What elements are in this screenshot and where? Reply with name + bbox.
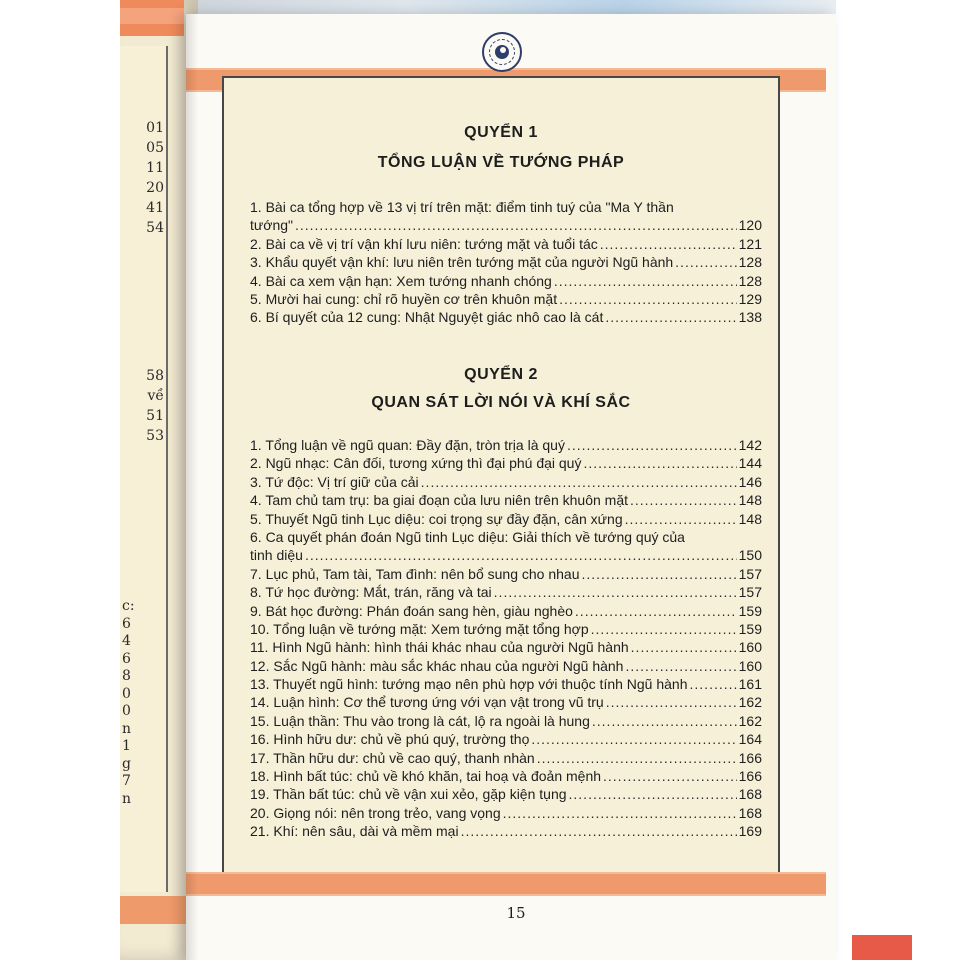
previous-page-fragment: 51 bbox=[146, 408, 164, 424]
toc-entry-title: 3. Tứ độc: Vị trí giữ của cải bbox=[250, 473, 419, 490]
toc-leader-dots bbox=[690, 675, 737, 693]
toc-entry-title: 14. Luận hình: Cơ thể tương ứng với vạn vật trong vũ trụ bbox=[250, 694, 604, 711]
toc-entry[interactable] bbox=[250, 290, 762, 308]
toc-leader-dots bbox=[600, 235, 737, 253]
toc-leader-dots bbox=[569, 785, 737, 803]
toc-entry-title: 2. Ngũ nhạc: Cân đối, tương xứng thì đại phú đại quý bbox=[250, 455, 582, 472]
toc-entry-page: 159 bbox=[738, 602, 762, 619]
toc-entry-title: 16. Hình hữu dư: chủ về phú quý, trường thọ bbox=[250, 731, 530, 748]
previous-page-fragment: c: bbox=[122, 598, 135, 614]
background-red-object bbox=[852, 935, 912, 960]
toc-leader-dots bbox=[582, 565, 737, 583]
toc-entry-title: 11. Hình Ngũ hành: hình thái khác nhau của người Ngũ hành bbox=[250, 639, 629, 656]
toc-entry[interactable] bbox=[250, 657, 762, 675]
previous-page-numbers-top bbox=[120, 118, 164, 238]
toc-leader-dots bbox=[531, 730, 736, 748]
previous-page-fragment: 1 bbox=[122, 738, 131, 754]
previous-page-fragment: 4 bbox=[122, 633, 131, 649]
toc-entry-page: 159 bbox=[738, 620, 762, 637]
toc-leader-dots bbox=[567, 436, 737, 454]
toc-entry-title: 15. Luận thần: Thu vào trong là cát, lộ ra ngoài là hung bbox=[250, 712, 590, 729]
previous-page-top-band-stripe bbox=[120, 8, 184, 24]
toc-entry-title: 19. Thần bất túc: chủ về vận xui xẻo, gặp kiện tụng bbox=[250, 786, 567, 803]
previous-page-fragment: 58 bbox=[146, 368, 164, 384]
toc-entry-title: tinh diệu bbox=[250, 547, 303, 564]
volume-1-title: TỔNG LUẬN VỀ TƯỚNG PHÁP bbox=[377, 154, 625, 171]
toc-entry-page: 150 bbox=[738, 547, 762, 564]
toc-entry-title: 4. Bài ca xem vận hạn: Xem tướng nhanh chóng bbox=[250, 272, 552, 289]
toc-entry-page: 128 bbox=[738, 272, 762, 289]
toc-entry-page: 129 bbox=[738, 290, 762, 307]
contents-frame bbox=[222, 76, 780, 878]
previous-page-fragment: 11 bbox=[146, 160, 164, 176]
previous-page-fragment: 8 bbox=[122, 668, 131, 684]
previous-page-bottom-band bbox=[120, 896, 190, 924]
toc-entry-page: 161 bbox=[738, 676, 762, 693]
previous-page-fragment: 7 bbox=[122, 773, 131, 789]
toc-entry-page: 166 bbox=[738, 749, 762, 766]
toc-entry[interactable] bbox=[250, 785, 762, 803]
toc-entry[interactable] bbox=[250, 693, 762, 711]
toc-entry-page: 128 bbox=[738, 254, 762, 271]
toc-entry[interactable] bbox=[250, 712, 762, 730]
volume-2-title: QUAN SÁT LỜI NÓI VÀ KHÍ SẮC bbox=[371, 394, 631, 411]
toc-entry-title: 5. Mười hai cung: chỉ rõ huyền cơ trên khuôn mặt bbox=[250, 290, 558, 307]
previous-page-fragment: về bbox=[147, 388, 164, 404]
toc-entry-title: tướng" bbox=[250, 217, 293, 234]
toc-entry-page: 120 bbox=[738, 217, 762, 234]
toc-entry-page: 146 bbox=[738, 473, 762, 490]
logo-core-dot bbox=[500, 47, 506, 53]
toc-leader-dots bbox=[625, 510, 737, 528]
bottom-decorative-band bbox=[186, 872, 826, 896]
toc-leader-dots bbox=[625, 657, 736, 675]
gutter-shadow bbox=[186, 14, 198, 960]
previous-page-fragments-bottom bbox=[120, 598, 144, 808]
toc-entry-title: 12. Sắc Ngũ hành: màu sắc khác nhau của người Ngũ hành bbox=[250, 657, 624, 674]
toc-leader-dots bbox=[583, 454, 736, 472]
toc-entry[interactable] bbox=[250, 235, 762, 253]
toc-entry[interactable] bbox=[250, 730, 762, 748]
toc-entry-page: 138 bbox=[738, 309, 762, 326]
toc-entry[interactable] bbox=[250, 638, 762, 656]
previous-page-fragment: n bbox=[122, 790, 132, 807]
previous-page-fragment: 54 bbox=[146, 220, 164, 236]
toc-entry-page: 164 bbox=[738, 731, 762, 748]
toc-entry-title: 21. Khí: nên sâu, dài và mềm mại bbox=[250, 823, 459, 840]
toc-entry[interactable] bbox=[250, 767, 762, 785]
toc-leader-dots bbox=[575, 602, 737, 620]
toc-leader-dots bbox=[554, 272, 737, 290]
toc-leader-dots bbox=[675, 253, 736, 271]
toc-entry-title: 4. Tam chủ tam trụ: ba giai đoạn của lưu niên trên khuôn mặt bbox=[250, 492, 628, 509]
toc-leader-dots bbox=[631, 638, 737, 656]
toc-entry[interactable] bbox=[250, 620, 762, 638]
toc-entry-page: 142 bbox=[738, 437, 762, 453]
previous-page-fragment: 20 bbox=[146, 180, 164, 196]
volume-2-entries bbox=[250, 436, 762, 841]
previous-page-fragment: g bbox=[122, 755, 131, 772]
toc-entry-title: 6. Bí quyết của 12 cung: Nhật Nguyệt giác nhô cao là cát bbox=[250, 309, 604, 326]
publisher-logo-icon bbox=[482, 32, 522, 72]
toc-entry-title: 18. Hình bất túc: chủ về khó khăn, tai hoạ và đoản mệnh bbox=[250, 768, 602, 785]
toc-leader-dots bbox=[605, 308, 736, 326]
toc-entry-page: 157 bbox=[738, 584, 762, 601]
previous-page-fragment: 0 bbox=[122, 685, 131, 702]
toc-entry-page: 121 bbox=[738, 235, 762, 252]
toc-entry[interactable] bbox=[250, 436, 762, 454]
toc-entry-page: 160 bbox=[738, 639, 762, 656]
toc-entry[interactable] bbox=[250, 749, 762, 767]
toc-entry-line1: 6. Ca quyết phán đoán Ngũ tinh Lục diệu: Giải thích về tướng quý của bbox=[250, 528, 685, 545]
previous-page-fragment: 53 bbox=[146, 428, 164, 444]
toc-leader-dots bbox=[494, 583, 737, 601]
toc-entry-title: 20. Giọng nói: nên trong trẻo, vang vọng bbox=[250, 804, 501, 821]
previous-page-fragment: 6 bbox=[122, 650, 131, 667]
toc-leader-dots bbox=[537, 749, 737, 767]
toc-entry-title: 5. Thuyết Ngũ tinh Lục diệu: coi trọng sự đầy đặn, cân xứng bbox=[250, 510, 623, 527]
toc-entry[interactable] bbox=[250, 565, 762, 583]
toc-entry-title: 10. Tổng luận về tướng mặt: Xem tướng mặt tổng hợp bbox=[250, 620, 589, 637]
volume-2-label: QUYỂN 2 bbox=[464, 366, 538, 383]
toc-entry-line1: 1. Bài ca tổng hợp về 13 vị trí trên mặt: điểm tinh tuý của "Ma Y thần bbox=[250, 199, 674, 215]
volume-1-label: QUYỂN 1 bbox=[464, 124, 538, 141]
toc-entry-page: 162 bbox=[738, 694, 762, 711]
page-number: 15 bbox=[506, 904, 526, 922]
table-of-contents-page bbox=[186, 14, 836, 960]
previous-page-numbers-mid bbox=[120, 366, 164, 446]
toc-entry-title: 13. Thuyết ngũ hình: tướng mạo nên phù hợp với thuộc tính Ngũ hành bbox=[250, 676, 688, 693]
toc-entry[interactable] bbox=[250, 822, 762, 840]
background-left bbox=[0, 0, 120, 960]
toc-entry-page: 148 bbox=[738, 492, 762, 509]
volume-1-entries bbox=[250, 198, 762, 327]
toc-entry[interactable] bbox=[250, 308, 762, 326]
toc-leader-dots bbox=[630, 491, 737, 509]
toc-entry-page: 162 bbox=[738, 712, 762, 729]
toc-leader-dots bbox=[295, 216, 737, 234]
background-right bbox=[836, 0, 960, 960]
toc-entry-page: 157 bbox=[738, 565, 762, 582]
toc-leader-dots bbox=[559, 290, 737, 308]
toc-entry[interactable] bbox=[250, 528, 762, 565]
toc-entry[interactable] bbox=[250, 473, 762, 491]
previous-page-fragment: n bbox=[122, 720, 132, 737]
toc-leader-dots bbox=[591, 620, 737, 638]
toc-entry[interactable] bbox=[250, 675, 762, 693]
toc-entry-title: 8. Tứ học đường: Mắt, trán, răng và tai bbox=[250, 584, 492, 601]
toc-leader-dots bbox=[461, 822, 737, 840]
toc-entry-page: 144 bbox=[738, 455, 762, 472]
toc-entry-page: 168 bbox=[738, 804, 762, 821]
toc-entry[interactable] bbox=[250, 253, 762, 271]
previous-page-fragment: 6 bbox=[122, 615, 131, 632]
toc-entry-title: 9. Bát học đường: Phán đoán sang hèn, giàu nghèo bbox=[250, 602, 573, 619]
toc-leader-dots bbox=[606, 693, 737, 711]
previous-page-fragment: 05 bbox=[146, 140, 164, 156]
toc-leader-dots bbox=[421, 473, 737, 491]
toc-entry-page: 169 bbox=[738, 823, 762, 840]
toc-entry-title: 2. Bài ca về vị trí vận khí lưu niên: tướng mặt và tuổi tác bbox=[250, 235, 598, 252]
toc-entry-title: 17. Thần hữu dư: chủ về cao quý, thanh nhàn bbox=[250, 749, 535, 766]
previous-page-fragment: 01 bbox=[146, 120, 164, 136]
toc-entry[interactable] bbox=[250, 510, 762, 528]
toc-entry[interactable] bbox=[250, 454, 762, 472]
previous-page-fragment: 41 bbox=[146, 200, 164, 216]
toc-entry-title: 7. Lục phủ, Tam tài, Tam đình: nên bổ sung cho nhau bbox=[250, 565, 580, 582]
previous-page-fragment: 0 bbox=[122, 703, 131, 719]
toc-entry-title: 3. Khẩu quyết vận khí: lưu niên trên tướng mặt của người Ngũ hành bbox=[250, 254, 674, 271]
toc-leader-dots bbox=[305, 546, 737, 564]
toc-leader-dots bbox=[592, 712, 737, 730]
toc-entry[interactable] bbox=[250, 198, 762, 235]
toc-entry-page: 148 bbox=[738, 510, 762, 527]
toc-entry-page: 160 bbox=[738, 657, 762, 674]
toc-leader-dots bbox=[503, 804, 737, 822]
toc-entry[interactable] bbox=[250, 583, 762, 601]
toc-entry[interactable] bbox=[250, 804, 762, 822]
toc-entry-page: 166 bbox=[738, 768, 762, 785]
toc-entry[interactable] bbox=[250, 272, 762, 290]
toc-entry-page: 168 bbox=[738, 786, 762, 803]
toc-entry[interactable] bbox=[250, 491, 762, 509]
toc-leader-dots bbox=[603, 767, 737, 785]
toc-entry-title: 1. Tổng luận về ngũ quan: Đầy đặn, tròn trịa là quý bbox=[250, 437, 565, 453]
toc-entry[interactable] bbox=[250, 602, 762, 620]
